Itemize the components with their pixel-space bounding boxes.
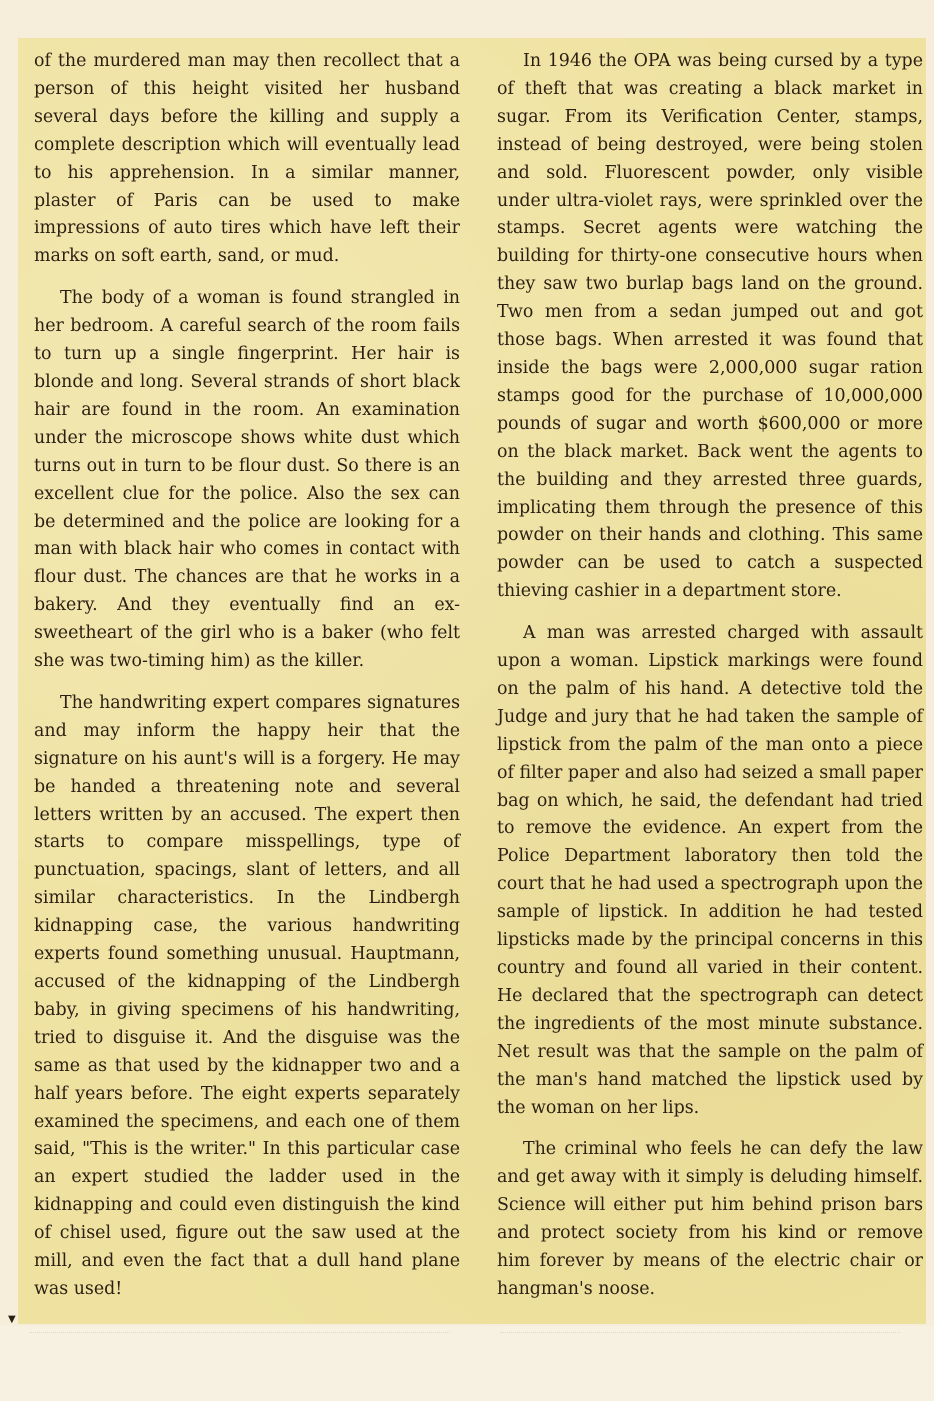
bleed-through-left xyxy=(30,1332,450,1347)
corner-arrow-icon: ▼ xyxy=(8,1314,16,1325)
paragraph-strangled-woman: The body of a woman is found strangled in her bedroom. A careful search of the room fails to turn up a single fingerprint. Her hair is blonde and long. Several strands of short black hair are found in the room. An examination under the microscope shows white dust which turns out in turn to be flour dust. So there is an excellent clue for the police. Also the sex can be determined and the police are looking for a man with black hair who comes in contact with flour dust. The chances are that he works in a bakery. And they eventually find an ex-sweetheart of the girl who is a baker (who felt she was two-timing him) as the killer. xyxy=(34,288,460,672)
paragraph-opa-sugar-theft: In 1946 the OPA was being cursed by a type of theft that was creating a black market in sugar. From its Verification Center, stamps, instead of being destroyed, were being stolen and sold. Fluorescent powder, only visible under ultra-violet rays, were sprinkled over the stamps. Secret agents were watching the building for thirty-one consecutive hours when they saw two burlap bags land on the ground. Two men from a sedan jumped out and got those bags. When arrested it was found that inside the bags were 2,000,000 sugar ration stamps good for the purchase of 10,000,000 pounds of sugar and worth $600,000 or more on the black market. Back went the agents to the building and they arrested three guards, implicating them through the presence of this powder on their hands and clothing. This same powder can be used to catch a suspected thieving cashier in a department store. xyxy=(497,51,923,602)
paragraph-murdered-man: of the murdered man may then recollect that a person of this height visited her husband several days before the killing and supply a complete description which will eventually lead to his apprehension. In a similar manner, plaster of Paris can be used to make impressions of auto tires which have left their marks on soft earth, sand, or mud. xyxy=(34,51,460,267)
left-column xyxy=(34,48,460,1318)
bleed-through-right xyxy=(500,1332,900,1347)
paragraph-conclusion: The criminal who feels he can defy the law and get away with it simply is deluding himself. Science will either put him behind prison bars and protect society from his kind or remove him forever by means of the electric chair or hangman's noose. xyxy=(497,1139,923,1299)
right-column xyxy=(497,48,923,1318)
paragraph-lipstick-evidence: A man was arrested charged with assault upon a woman. Lipstick markings were found on the palm of his hand. A detective told the Judge and jury that he had taken the sample of lipstick from the palm of the man onto a piece of filter paper and also had seized a small paper bag on which, he said, the defendant had tried to remove the evidence. An expert from the Police Department laboratory then told the court that he had used a spectrograph upon the sample of lipstick. In addition he had tested lipsticks made by the principal concerns in this country and found all varied in their content. He declared that the spectrograph can detect the ingredients of the most minute substance. Net result was that the sample on the palm of the man's hand matched the lipstick used by the woman on her lips. xyxy=(497,623,923,1118)
paragraph-handwriting-expert: The handwriting expert compares signatures and may inform the happy heir that the signature on his aunt's will is a forgery. He may be handed a threatening note and several letters written by an accused. The expert then starts to compare misspellings, type of punctuation, spacings, slant of letters, and all similar characteristics. In the Lindbergh kidnapping case, the various handwriting experts found something unusual. Hauptmann, accused of the kidnapping of the Lindbergh baby, in giving specimens of his handwriting, tried to disguise it. And the disguise was the same as that used by the kidnapper two and a half years before. The eight experts separately examined the specimens, and each one of them said, "This is the writer." In this particular case an expert studied the ladder used in the kidnapping and could even distinguish the kind of chisel used, figure out the saw used at the mill, and even the fact that a dull hand plane was used! xyxy=(34,692,460,1299)
